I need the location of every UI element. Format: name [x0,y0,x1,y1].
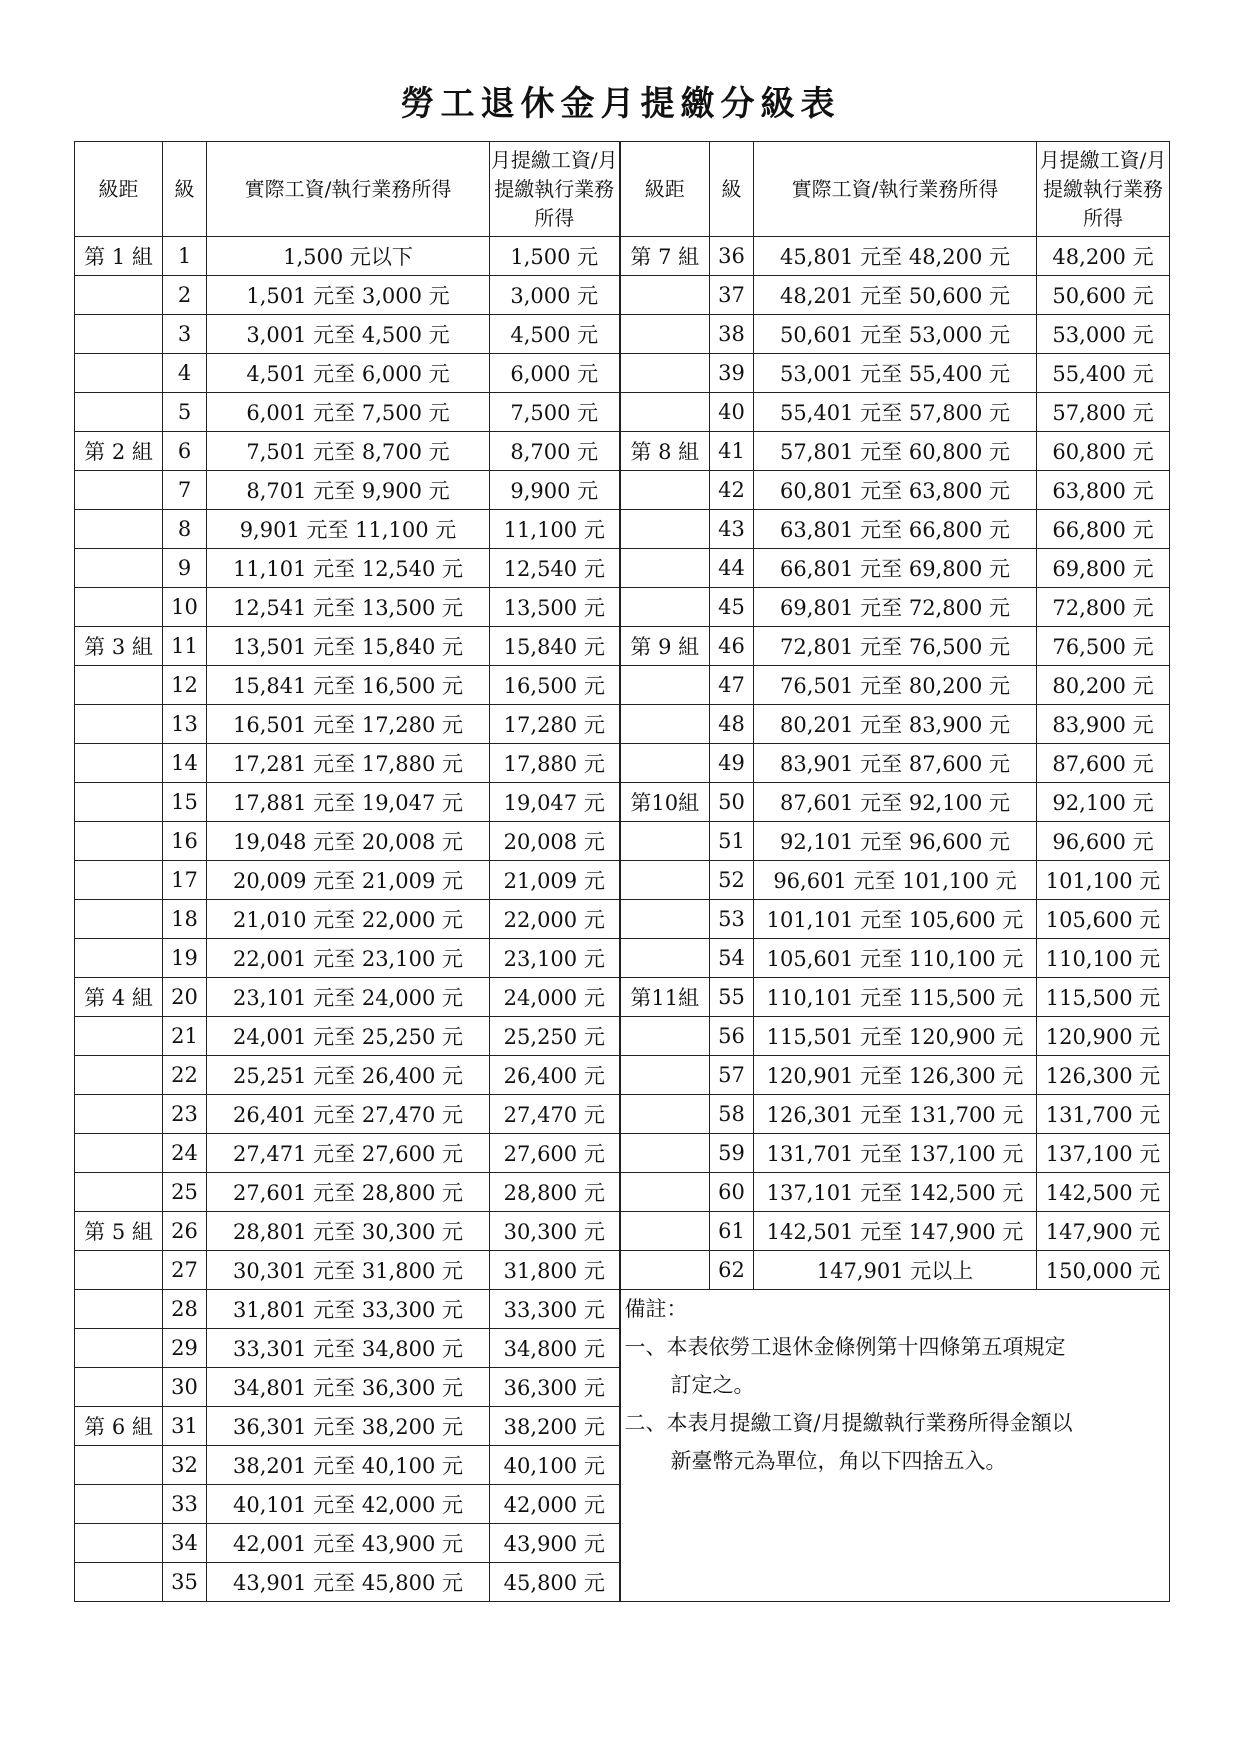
grade-cell: 26 [163,1212,207,1251]
wage-range-cell: 87,601 元至 92,100 元 [754,783,1037,822]
group-cell [75,666,163,705]
grade-cell: 1 [163,237,207,276]
wage-range-cell: 50,601 元至 53,000 元 [754,315,1037,354]
contribution-cell: 11,100 元 [490,510,620,549]
contribution-cell: 36,300 元 [490,1368,620,1407]
group-cell [75,1524,163,1563]
grade-cell: 37 [710,276,754,315]
group-cell: 第11組 [620,978,710,1017]
contribution-cell: 31,800 元 [490,1251,620,1290]
contribution-cell: 42,000 元 [490,1485,620,1524]
contribution-cell: 72,800 元 [1037,588,1170,627]
contribution-cell: 83,900 元 [1037,705,1170,744]
grade-cell: 54 [710,939,754,978]
grade-cell: 2 [163,276,207,315]
table-row [75,783,1170,822]
contribution-cell: 50,600 元 [1037,276,1170,315]
wage-range-cell: 83,901 元至 87,600 元 [754,744,1037,783]
table-row [75,1095,1170,1134]
group-cell [620,822,710,861]
group-cell: 第 7 組 [620,237,710,276]
wage-range-cell: 72,801 元至 76,500 元 [754,627,1037,666]
grade-cell: 39 [710,354,754,393]
contribution-cell: 19,047 元 [490,783,620,822]
grade-cell: 7 [163,471,207,510]
contribution-cell: 150,000 元 [1037,1251,1170,1290]
grade-cell: 53 [710,900,754,939]
group-cell: 第 6 組 [75,1407,163,1446]
contribution-cell: 69,800 元 [1037,549,1170,588]
header-group: 級距 [620,142,710,237]
wage-range-cell: 60,801 元至 63,800 元 [754,471,1037,510]
contribution-cell: 87,600 元 [1037,744,1170,783]
group-cell [620,1212,710,1251]
grade-cell: 47 [710,666,754,705]
table-row [75,861,1170,900]
wage-range-cell: 53,001 元至 55,400 元 [754,354,1037,393]
wage-range-cell: 137,101 元至 142,500 元 [754,1173,1037,1212]
grade-cell: 28 [163,1290,207,1329]
wage-range-cell: 34,801 元至 36,300 元 [207,1368,490,1407]
wage-range-cell: 69,801 元至 72,800 元 [754,588,1037,627]
table-row [75,471,1170,510]
contribution-cell: 3,000 元 [490,276,620,315]
contribution-cell: 131,700 元 [1037,1095,1170,1134]
contribution-cell: 53,000 元 [1037,315,1170,354]
grade-cell: 31 [163,1407,207,1446]
grade-cell: 44 [710,549,754,588]
contribution-cell: 34,800 元 [490,1329,620,1368]
grade-cell: 13 [163,705,207,744]
table-row [75,549,1170,588]
grade-cell: 61 [710,1212,754,1251]
table-row [75,978,1170,1017]
group-cell [75,354,163,393]
wage-range-cell: 36,301 元至 38,200 元 [207,1407,490,1446]
wage-range-cell: 110,101 元至 115,500 元 [754,978,1037,1017]
wage-range-cell: 27,471 元至 27,600 元 [207,1134,490,1173]
grade-cell: 48 [710,705,754,744]
group-cell [620,471,710,510]
group-cell [75,1251,163,1290]
group-cell [620,1251,710,1290]
wage-range-cell: 21,010 元至 22,000 元 [207,900,490,939]
group-cell [75,783,163,822]
contribution-cell: 76,500 元 [1037,627,1170,666]
contribution-cell: 105,600 元 [1037,900,1170,939]
header-contribution: 月提繳工資/月提繳執行業務所得 [490,142,620,237]
group-cell: 第 1 組 [75,237,163,276]
group-cell [620,744,710,783]
grade-cell: 40 [710,393,754,432]
group-cell [75,471,163,510]
contribution-cell: 17,880 元 [490,744,620,783]
grade-cell: 58 [710,1095,754,1134]
wage-range-cell: 126,301 元至 131,700 元 [754,1095,1037,1134]
wage-range-cell: 8,701 元至 9,900 元 [207,471,490,510]
group-cell [620,315,710,354]
grade-cell: 55 [710,978,754,1017]
grade-cell: 12 [163,666,207,705]
grade-cell: 5 [163,393,207,432]
header-group: 級距 [75,142,163,237]
wage-range-cell: 76,501 元至 80,200 元 [754,666,1037,705]
contribution-cell: 63,800 元 [1037,471,1170,510]
wage-range-cell: 48,201 元至 50,600 元 [754,276,1037,315]
grade-cell: 4 [163,354,207,393]
table-row [75,588,1170,627]
group-cell [620,1173,710,1212]
wage-range-cell: 7,501 元至 8,700 元 [207,432,490,471]
group-cell: 第 3 組 [75,627,163,666]
grade-cell: 42 [710,471,754,510]
wage-range-cell: 27,601 元至 28,800 元 [207,1173,490,1212]
wage-range-cell: 40,101 元至 42,000 元 [207,1485,490,1524]
group-cell [75,1017,163,1056]
note-item-1-cont: 訂定之。 [670,1373,755,1397]
group-cell [75,1134,163,1173]
group-cell [620,705,710,744]
group-cell [620,549,710,588]
table-row [75,744,1170,783]
contribution-cell: 66,800 元 [1037,510,1170,549]
table-row [75,939,1170,978]
group-cell [75,276,163,315]
contribution-cell: 57,800 元 [1037,393,1170,432]
contribution-cell: 126,300 元 [1037,1056,1170,1095]
wage-range-cell: 80,201 元至 83,900 元 [754,705,1037,744]
contribution-cell: 6,000 元 [490,354,620,393]
table-row [75,237,1170,276]
wage-range-cell: 147,901 元以上 [754,1251,1037,1290]
wage-range-cell: 63,801 元至 66,800 元 [754,510,1037,549]
group-cell [620,588,710,627]
contribution-table [74,141,1170,1602]
contribution-cell: 9,900 元 [490,471,620,510]
grade-cell: 19 [163,939,207,978]
wage-range-cell: 6,001 元至 7,500 元 [207,393,490,432]
table-row [75,432,1170,471]
contribution-cell: 26,400 元 [490,1056,620,1095]
grade-cell: 16 [163,822,207,861]
wage-range-cell: 31,801 元至 33,300 元 [207,1290,490,1329]
grade-cell: 52 [710,861,754,900]
group-cell [75,549,163,588]
table-row [75,315,1170,354]
group-cell [75,861,163,900]
grade-cell: 23 [163,1095,207,1134]
grade-cell: 62 [710,1251,754,1290]
wage-range-cell: 13,501 元至 15,840 元 [207,627,490,666]
grade-cell: 15 [163,783,207,822]
group-cell [75,1173,163,1212]
contribution-cell: 38,200 元 [490,1407,620,1446]
table-row [75,1173,1170,1212]
table-row [75,276,1170,315]
wage-range-cell: 101,101 元至 105,600 元 [754,900,1037,939]
header-row [75,142,1170,237]
table-row [75,354,1170,393]
group-cell [620,393,710,432]
group-cell [620,1134,710,1173]
note-item-1: 一、本表依勞工退休金條例第十四條第五項規定 [624,1335,1066,1359]
group-cell [75,1290,163,1329]
wage-range-cell: 17,881 元至 19,047 元 [207,783,490,822]
group-cell: 第 8 組 [620,432,710,471]
wage-range-cell: 43,901 元至 45,800 元 [207,1563,490,1602]
grade-cell: 8 [163,510,207,549]
group-cell [620,1056,710,1095]
group-cell: 第 9 組 [620,627,710,666]
grade-cell: 36 [710,237,754,276]
wage-range-cell: 131,701 元至 137,100 元 [754,1134,1037,1173]
contribution-cell: 27,600 元 [490,1134,620,1173]
wage-range-cell: 115,501 元至 120,900 元 [754,1017,1037,1056]
wage-range-cell: 66,801 元至 69,800 元 [754,549,1037,588]
group-cell [620,354,710,393]
grade-cell: 21 [163,1017,207,1056]
grade-cell: 24 [163,1134,207,1173]
grade-cell: 27 [163,1251,207,1290]
wage-range-cell: 24,001 元至 25,250 元 [207,1017,490,1056]
contribution-cell: 28,800 元 [490,1173,620,1212]
grade-cell: 43 [710,510,754,549]
grade-cell: 51 [710,822,754,861]
contribution-cell: 142,500 元 [1037,1173,1170,1212]
grade-cell: 38 [710,315,754,354]
group-cell [620,510,710,549]
note-item-2: 二、本表月提繳工資/月提繳執行業務所得金額以 [624,1411,1073,1435]
wage-range-cell: 45,801 元至 48,200 元 [754,237,1037,276]
contribution-cell: 12,540 元 [490,549,620,588]
wage-range-cell: 96,601 元至 101,100 元 [754,861,1037,900]
wage-range-cell: 20,009 元至 21,009 元 [207,861,490,900]
contribution-cell: 16,500 元 [490,666,620,705]
contribution-cell: 21,009 元 [490,861,620,900]
grade-cell: 10 [163,588,207,627]
contribution-cell: 101,100 元 [1037,861,1170,900]
grade-cell: 11 [163,627,207,666]
grade-cell: 30 [163,1368,207,1407]
group-cell [75,1446,163,1485]
wage-range-cell: 120,901 元至 126,300 元 [754,1056,1037,1095]
note-item-2-cont: 新臺幣元為單位，角以下四捨五入。 [670,1449,1007,1473]
grade-cell: 41 [710,432,754,471]
wage-range-cell: 142,501 元至 147,900 元 [754,1212,1037,1251]
contribution-cell: 1,500 元 [490,237,620,276]
group-cell [75,510,163,549]
contribution-cell: 60,800 元 [1037,432,1170,471]
wage-range-cell: 4,501 元至 6,000 元 [207,354,490,393]
grade-cell: 14 [163,744,207,783]
contribution-cell: 22,000 元 [490,900,620,939]
grade-cell: 46 [710,627,754,666]
table-row [75,1017,1170,1056]
contribution-cell: 147,900 元 [1037,1212,1170,1251]
group-cell [75,315,163,354]
table-row [75,627,1170,666]
header-grade: 級 [163,142,207,237]
grade-cell: 6 [163,432,207,471]
group-cell [75,393,163,432]
header-wage: 實際工資/執行業務所得 [207,142,490,237]
group-cell [75,1563,163,1602]
grade-cell: 32 [163,1446,207,1485]
contribution-cell: 25,250 元 [490,1017,620,1056]
grade-cell: 50 [710,783,754,822]
group-cell [75,705,163,744]
contribution-cell: 80,200 元 [1037,666,1170,705]
contribution-cell: 24,000 元 [490,978,620,1017]
contribution-cell: 92,100 元 [1037,783,1170,822]
grade-cell: 34 [163,1524,207,1563]
grade-cell: 22 [163,1056,207,1095]
contribution-cell: 120,900 元 [1037,1017,1170,1056]
contribution-cell: 20,008 元 [490,822,620,861]
contribution-cell: 4,500 元 [490,315,620,354]
wage-range-cell: 23,101 元至 24,000 元 [207,978,490,1017]
group-cell [620,900,710,939]
group-cell: 第 2 組 [75,432,163,471]
contribution-cell: 110,100 元 [1037,939,1170,978]
contribution-cell: 15,840 元 [490,627,620,666]
contribution-cell: 96,600 元 [1037,822,1170,861]
group-cell: 第 5 組 [75,1212,163,1251]
wage-range-cell: 105,601 元至 110,100 元 [754,939,1037,978]
wage-range-cell: 17,281 元至 17,880 元 [207,744,490,783]
header-contribution: 月提繳工資/月提繳執行業務所得 [1037,142,1170,237]
grade-cell: 49 [710,744,754,783]
contribution-cell: 7,500 元 [490,393,620,432]
group-cell [620,1095,710,1134]
wage-range-cell: 22,001 元至 23,100 元 [207,939,490,978]
contribution-cell: 8,700 元 [490,432,620,471]
group-cell [75,588,163,627]
grade-cell: 33 [163,1485,207,1524]
notes-heading: 備註： [624,1297,688,1321]
header-wage: 實際工資/執行業務所得 [754,142,1037,237]
wage-range-cell: 1,500 元以下 [207,237,490,276]
contribution-cell: 27,470 元 [490,1095,620,1134]
wage-range-cell: 55,401 元至 57,800 元 [754,393,1037,432]
wage-range-cell: 30,301 元至 31,800 元 [207,1251,490,1290]
group-cell: 第10組 [620,783,710,822]
grade-cell: 45 [710,588,754,627]
page-title: 勞工退休金月提繳分級表 [400,84,841,124]
grade-cell: 59 [710,1134,754,1173]
header-grade: 級 [710,142,754,237]
wage-range-cell: 26,401 元至 27,470 元 [207,1095,490,1134]
table-row [75,1212,1170,1251]
group-cell [75,1485,163,1524]
group-cell [75,1329,163,1368]
group-cell [620,276,710,315]
wage-range-cell: 9,901 元至 11,100 元 [207,510,490,549]
group-cell [75,900,163,939]
contribution-cell: 55,400 元 [1037,354,1170,393]
grade-cell: 17 [163,861,207,900]
grade-cell: 35 [163,1563,207,1602]
wage-range-cell: 16,501 元至 17,280 元 [207,705,490,744]
grade-cell: 57 [710,1056,754,1095]
table-row [75,822,1170,861]
wage-range-cell: 12,541 元至 13,500 元 [207,588,490,627]
table-row [75,510,1170,549]
group-cell [75,744,163,783]
group-cell [75,1056,163,1095]
group-cell [75,822,163,861]
grade-cell: 9 [163,549,207,588]
wage-range-cell: 92,101 元至 96,600 元 [754,822,1037,861]
contribution-cell: 45,800 元 [490,1563,620,1602]
wage-range-cell: 15,841 元至 16,500 元 [207,666,490,705]
grade-cell: 60 [710,1173,754,1212]
table-row [75,1251,1170,1290]
wage-range-cell: 11,101 元至 12,540 元 [207,549,490,588]
group-cell [620,861,710,900]
wage-range-cell: 25,251 元至 26,400 元 [207,1056,490,1095]
wage-range-cell: 33,301 元至 34,800 元 [207,1329,490,1368]
group-cell [75,939,163,978]
group-cell [620,666,710,705]
table-row [75,393,1170,432]
wage-range-cell: 19,048 元至 20,008 元 [207,822,490,861]
contribution-cell: 40,100 元 [490,1446,620,1485]
grade-cell: 20 [163,978,207,1017]
contribution-cell: 17,280 元 [490,705,620,744]
notes-cell [620,1290,1170,1602]
wage-range-cell: 38,201 元至 40,100 元 [207,1446,490,1485]
group-cell: 第 4 組 [75,978,163,1017]
wage-range-cell: 57,801 元至 60,800 元 [754,432,1037,471]
grade-cell: 29 [163,1329,207,1368]
group-cell [620,939,710,978]
contribution-cell: 23,100 元 [490,939,620,978]
grade-cell: 25 [163,1173,207,1212]
table-row [75,900,1170,939]
contribution-cell: 115,500 元 [1037,978,1170,1017]
wage-range-cell: 3,001 元至 4,500 元 [207,315,490,354]
wage-range-cell: 1,501 元至 3,000 元 [207,276,490,315]
contribution-cell: 43,900 元 [490,1524,620,1563]
table-row [75,1290,1170,1329]
grade-cell: 18 [163,900,207,939]
group-cell [620,1017,710,1056]
table-row [75,1056,1170,1095]
wage-range-cell: 42,001 元至 43,900 元 [207,1524,490,1563]
contribution-cell: 33,300 元 [490,1290,620,1329]
group-cell [75,1095,163,1134]
grade-cell: 3 [163,315,207,354]
contribution-cell: 30,300 元 [490,1212,620,1251]
contribution-cell: 137,100 元 [1037,1134,1170,1173]
contribution-cell: 48,200 元 [1037,237,1170,276]
wage-range-cell: 28,801 元至 30,300 元 [207,1212,490,1251]
contribution-cell: 13,500 元 [490,588,620,627]
grade-cell: 56 [710,1017,754,1056]
group-cell [75,1368,163,1407]
table-row [75,1134,1170,1173]
table-row [75,666,1170,705]
table-row [75,705,1170,744]
